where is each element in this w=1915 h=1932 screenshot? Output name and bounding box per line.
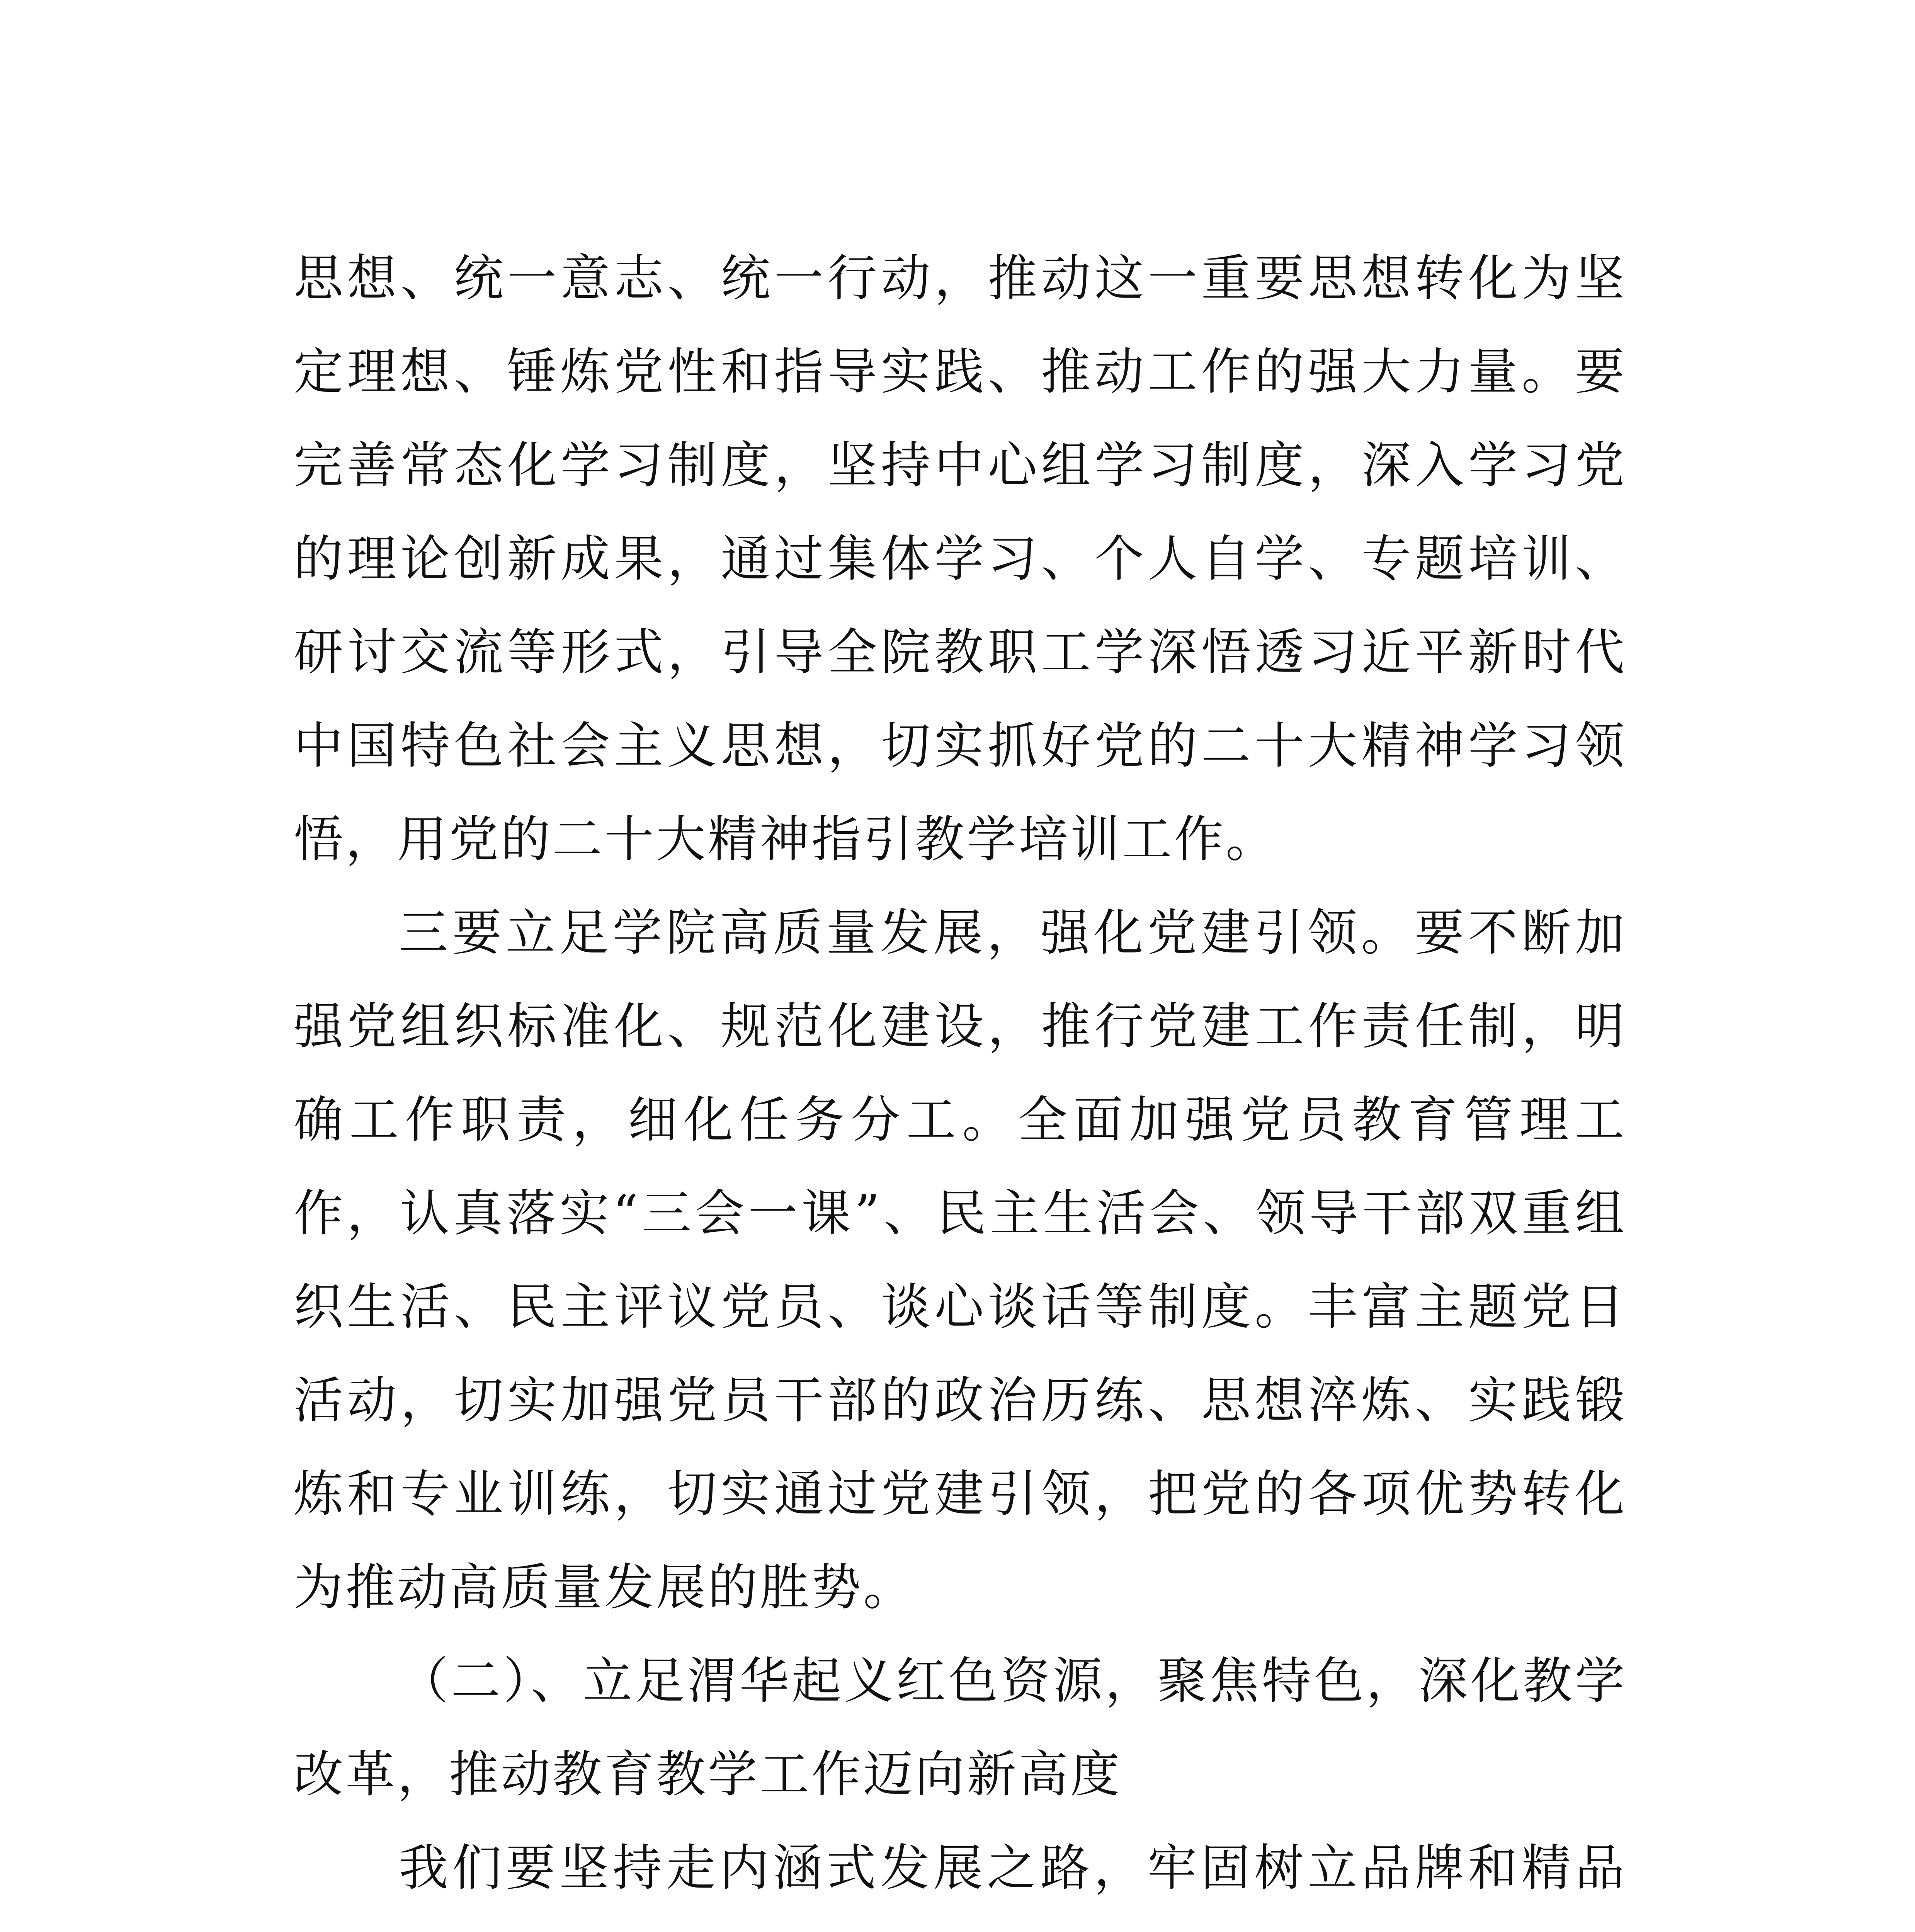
paragraph-continuation: 思想、统一意志、统一行动，推动这一重要思想转化为坚定理想、锤炼党性和指导实践、推动工作的强大力量。要完善常态化学习制度，坚持中心组学习制度，深入学习党的理论创新成果，通过集体学习、个人自学、专题培训、研讨交流等形式，引导全院教职工学深悟透习近平新时代中国特色社会主义思想，切实抓好党的二十大精神学习领悟，用党的二十大精神指引教学培训工作。 bbox=[294, 250, 1627, 868]
paragraph-connotative-development: 我们要坚持走内涵式发展之路，牢固树立品牌和精品 bbox=[399, 1839, 1627, 1897]
section-heading-two: （二）、立足渭华起义红色资源，聚焦特色，深化教学改革，推动教育教学工作迈向新高度 bbox=[294, 1652, 1627, 1803]
document-body bbox=[294, 232, 1627, 1932]
paragraph-party-building: 三要立足学院高质量发展，强化党建引领。要不断加强党组织标准化、规范化建设，推行党建工作责任制，明确工作职责，细化任务分工。全面加强党员教育管理工作，认真落实“三会一课”、民主生活会、领导干部双重组织生活、民主评议党员、谈心谈话等制度。丰富主题党日活动，切实加强党员干部的政治历练、思想淬炼、实践锻炼和专业训练，切实通过党建引领，把党的各项优势转化为推动高质量发展的胜势。 bbox=[294, 904, 1627, 1616]
